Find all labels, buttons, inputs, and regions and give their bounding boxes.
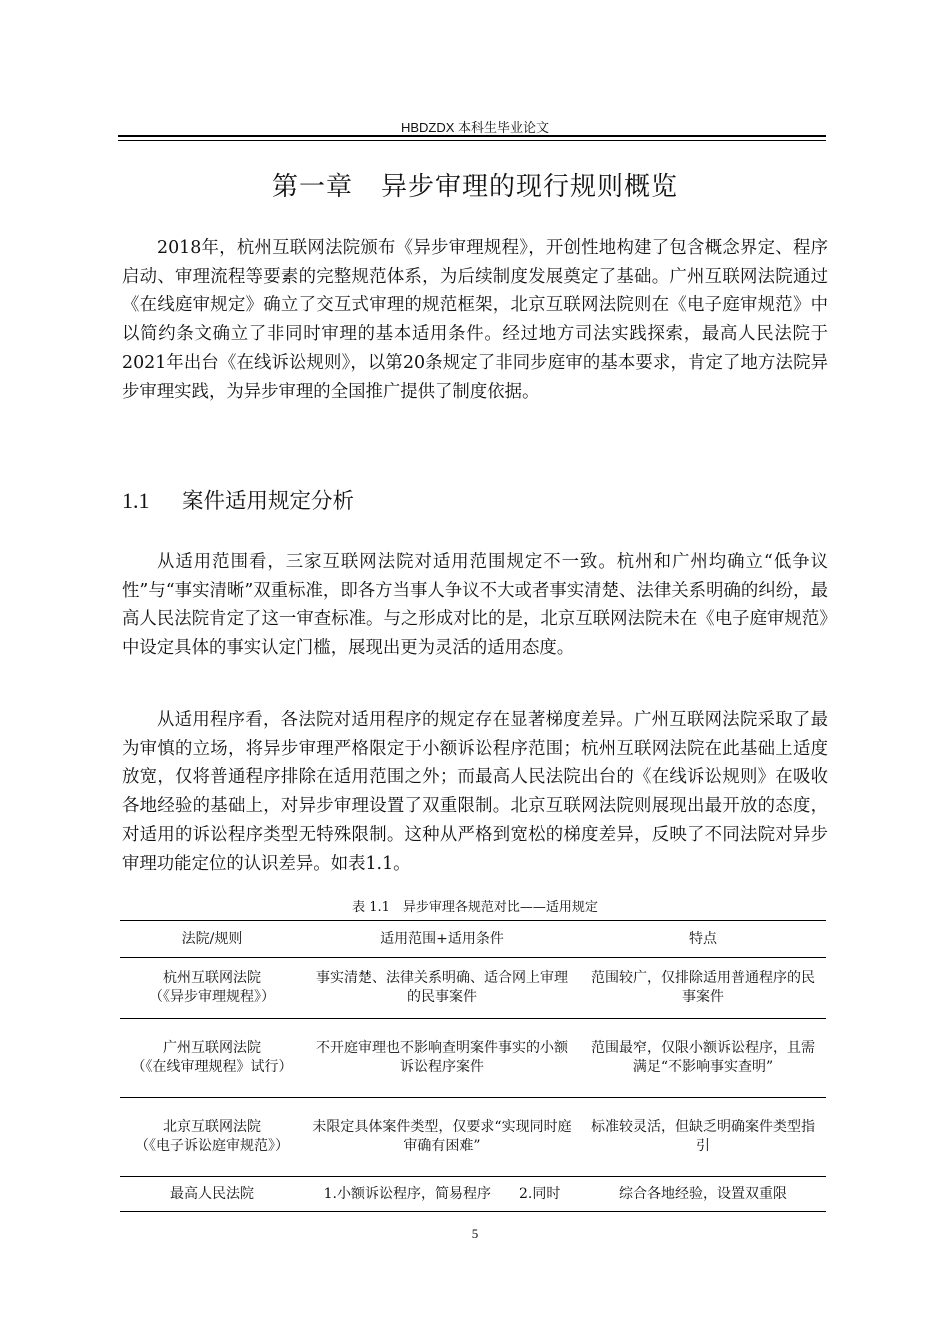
- intro-paragraph: 2018年，杭州互联网法院颁布《异步审理规程》，开创性地构建了包含概念界定、程序启动、审理流程等要素的完整规范体系，为后续制度发展奠定了基础。广州互联网法院通过《在线庭审规定》确立了交互式审理的规范框架，北京互联网法院则在《电子庭审规范》中以简约条文确立了非同时审理的基本适用条件。经过地方司法实践探索，最高人民法院于2021年出台《在线诉讼规则》，以第20条规定了非同步庭审的基本要求，肯定了地方法院异步审理实践，为异步审理的全国推广提供了制度依据。: [122, 238, 828, 402]
- cell-scope: 未限定具体案件类型，仅要求“实现同时庭审确有困难”: [304, 1098, 580, 1177]
- chapter-title: 异步审理的现行规则概览: [381, 172, 679, 202]
- table-header-row: [120, 921, 826, 958]
- table-row: [120, 1098, 826, 1177]
- cell-features: 综合各地经验，设置双重限: [580, 1177, 826, 1212]
- page-number: 5: [471, 1226, 479, 1241]
- table-row: [120, 1019, 826, 1098]
- cell-scope: 事实清楚、法律关系明确、适合网上审理的民事案件: [304, 958, 580, 1019]
- header-rule-thick: [118, 135, 826, 137]
- header-court: 法院/规则: [120, 921, 304, 958]
- body-paragraph-procedure: 从适用程序看，各法院对适用程序的规定存在显著梯度差异。广州互联网法院采取了最为审慎的立场，将异步审理严格限定于小额诉讼程序范围；杭州互联网法院在此基础上适度放宽，仅将普通程序排除在适用范围之外；而最高人民法院出台的《在线诉讼规则》在吸收各地经验的基础上，对异步审理设置了双重限制。北京互联网法院则展现出最开放的态度，对适用的诉讼程序类型无特殊限制。这种从严格到宽松的梯度差异，反映了不同法院对异步审理功能定位的认识差异。如表1.1。: [122, 710, 828, 874]
- cell-court: 北京互联网法院 （《电子诉讼庭审规范》）: [120, 1098, 304, 1177]
- cell-scope: 1.小额诉讼程序，简易程序 2.同时: [304, 1177, 580, 1212]
- table-row: [120, 958, 826, 1019]
- header-rule-thin: [118, 140, 826, 141]
- running-header: HBDZDX 本科生毕业论文: [400, 120, 550, 135]
- cell-court: 最高人民法院: [120, 1177, 304, 1212]
- cell-court: 广州互联网法院 （《在线审理规程》试行）: [120, 1019, 304, 1098]
- cell-features: 标准较灵活，但缺乏明确案件类型指引: [580, 1098, 826, 1177]
- table-row: [120, 1177, 826, 1212]
- body-paragraph-scope: 从适用范围看，三家互联网法院对适用范围规定不一致。杭州和广州均确立“低争议性”与“事实清晰”双重标准，即各方当事人争议不大或者事实清楚、法律关系明确的纠纷，最高人民法院肯定了这一审查标准。与之形成对比的是，北京互联网法院未在《电子庭审规范》中设定具体的事实认定门槛，展现出更为灵活的适用态度。: [122, 552, 828, 659]
- cell-features: 范围最窄，仅限小额诉讼程序，且需满足“不影响事实查明”: [580, 1019, 826, 1098]
- comparison-table: [120, 920, 826, 1212]
- header-scope: 适用范围+适用条件: [304, 921, 580, 958]
- chapter-number: 第一章: [271, 172, 353, 202]
- cell-court: 杭州互联网法院 （《异步审理规程》）: [120, 958, 304, 1019]
- header-features: 特点: [580, 921, 826, 958]
- section-heading: [122, 484, 354, 515]
- section-title: 案件适用规定分析: [182, 489, 355, 514]
- cell-features: 范围较广，仅排除适用普通程序的民事案件: [580, 958, 826, 1019]
- cell-scope: 不开庭审理也不影响查明案件事实的小额诉讼程序案件: [304, 1019, 580, 1098]
- section-number: 1.1: [122, 488, 150, 513]
- chapter-heading: [0, 166, 950, 203]
- table-caption: 表 1.1 异步审理各规范对比——适用规定: [352, 900, 598, 915]
